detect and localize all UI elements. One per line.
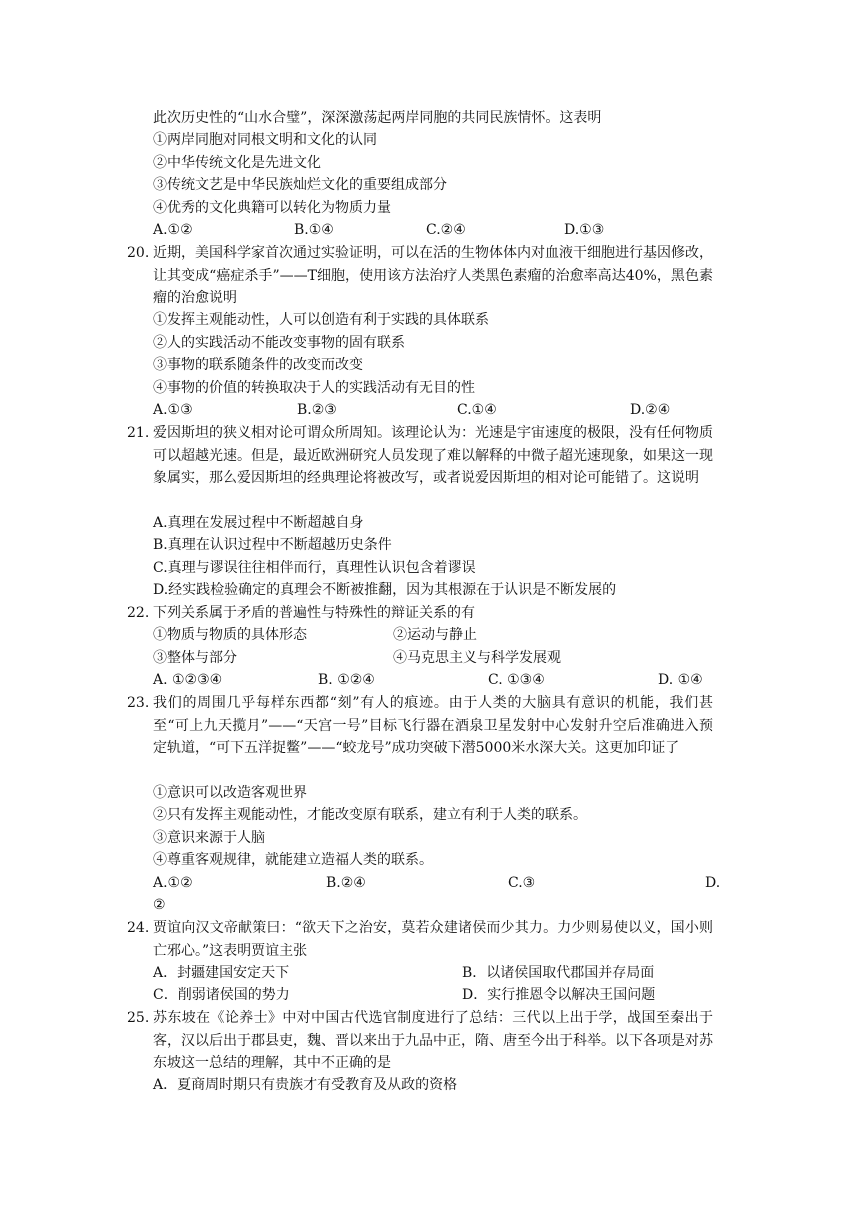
q24-option-a: A．封疆建国安定天下 (153, 965, 290, 981)
q24-option-d: D．实行推恩令以解决王国问题 (462, 987, 656, 1003)
q23-item-2: ②只有发挥主观能动性，才能改变原有联系，建立有利于人类的联系。 (153, 807, 587, 823)
q24-number: 24. (127, 920, 150, 936)
q19-option-c: C.②④ (426, 222, 466, 238)
q20-number: 20. (127, 245, 150, 261)
q22-item-1: ①物质与物质的具体形态 (153, 627, 307, 643)
q20-option-c: C.①④ (457, 402, 497, 418)
q23-option-d-wrap: ② (153, 897, 166, 913)
q25-number: 25. (127, 1010, 150, 1026)
q19-item-1: ①两岸同胞对同根文明和文化的认同 (153, 132, 377, 148)
q22-option-a: A. ①②③④ (153, 672, 223, 688)
q20-option-a: A.①③ (153, 402, 193, 418)
q19-option-a: A.①② (153, 222, 193, 238)
q22-item-2: ②运动与静止 (393, 627, 477, 643)
q24-stem: 贾谊向汉文帝献策曰：“欲天下之治安，莫若众建诸侯而少其力。力少则易使以义，国小则亡邪心。”这表明贾谊主张 (153, 920, 713, 959)
q20-option-b: B.②③ (297, 402, 337, 418)
q22-number: 22. (127, 605, 150, 621)
q22-item-4: ④马克思主义与科学发展观 (393, 650, 561, 666)
q20-item-4: ④事物的价值的转换取决于人的实践活动有无目的性 (153, 380, 475, 396)
q19-stem-tail: 此次历史性的“山水合璧”，深深激荡起两岸同胞的共同民族情怀。这表明 (153, 110, 602, 126)
q24-option-c: C．削弱诸侯国的势力 (153, 987, 290, 1003)
q21-option-d: D.经实践检验确定的真理会不断被推翻，因为其根源在于认识是不断发展的 (153, 582, 617, 598)
q22-option-b: B. ①②④ (318, 672, 375, 688)
q25-option-a: A．夏商周时期只有贵族才有受教育及从政的资格 (153, 1077, 458, 1093)
q23-option-a: A.①② (153, 875, 193, 891)
q20-item-1: ①发挥主观能动性，人可以创造有利于实践的具体联系 (153, 312, 489, 328)
q24-option-b: B．以诸侯国取代郡国并存局面 (462, 965, 655, 981)
q19-item-4: ④优秀的文化典籍可以转化为物质力量 (153, 200, 391, 216)
q21-stem: 爱因斯坦的狭义相对论可谓众所周知。该理论认为：光速是宇宙速度的极限，没有任何物质可以超越光速。但是，最近欧洲研究人员发现了难以解释的中微子超光速现象，如果这一现象属实，那么爱因斯坦的经典理论将被改写，或者说爱因斯坦的相对论可能错了。这说明 (153, 425, 713, 486)
q22-item-3: ③整体与部分 (153, 650, 237, 666)
q21-option-b: B.真理在认识过程中不断超越历史条件 (153, 537, 392, 553)
q23-item-1: ①意识可以改造客观世界 (153, 785, 307, 801)
q19-item-2: ②中华传统文化是先进文化 (153, 155, 321, 171)
q22-option-d: D. ①④ (658, 672, 703, 688)
q23-option-d: D. (705, 875, 721, 891)
q20-item-3: ③事物的联系随条件的改变而改变 (153, 357, 363, 373)
q19-item-3: ③传统文艺是中华民族灿烂文化的重要组成部分 (153, 177, 447, 193)
q23-number: 23. (127, 695, 150, 711)
q21-option-c: C.真理与谬误往往相伴而行，真理性认识包含着谬误 (153, 560, 476, 576)
q23-option-c: C.③ (508, 875, 536, 891)
q22-stem: 下列关系属于矛盾的普遍性与特殊性的辩证关系的有 (153, 605, 475, 621)
q22-option-c: C. ①③④ (488, 672, 545, 688)
q20-stem: 近期，美国科学家首次通过实验证明，可以在活的生物体体内对血液干细胞进行基因修改，让其变成“癌症杀手”——T细胞，使用该方法治疗人类黑色素瘤的治愈率高达40%，黑色素瘤的治愈说明 (153, 245, 713, 306)
q19-option-b: B.①④ (294, 222, 334, 238)
q23-item-3: ③意识来源于人脑 (153, 830, 265, 846)
q21-option-a: A.真理在发展过程中不断超越自身 (153, 515, 364, 531)
q21-number: 21. (127, 425, 150, 441)
q20-option-d: D.②④ (630, 402, 671, 418)
q19-option-d: D.①③ (564, 222, 605, 238)
q25-stem: 苏东坡在《论养士》中对中国古代选官制度进行了总结：三代以上出于学，战国至秦出于客，汉以后出于郡县吏，魏、晋以来出于九品中正，隋、唐至今出于科举。以下各项是对苏东坡这一总结的理解，其中不正确的是 (153, 1010, 713, 1071)
q23-stem: 我们的周围几乎每样东西都“刻”有人的痕迹。由于人类的大脑具有意识的机能，我们甚至“可上九天揽月”——“天宫一号”目标飞行器在酒泉卫星发射中心发射升空后准确进入预定轨道，“可下五洋捉鳖”——“蛟龙号”成功突破下潜5000米水深大关。这更加印证了 (153, 695, 713, 756)
q23-option-b: B.②④ (326, 875, 366, 891)
q23-item-4: ④尊重客观规律，就能建立造福人类的联系。 (153, 852, 433, 868)
q20-item-2: ②人的实践活动不能改变事物的固有联系 (153, 335, 405, 351)
